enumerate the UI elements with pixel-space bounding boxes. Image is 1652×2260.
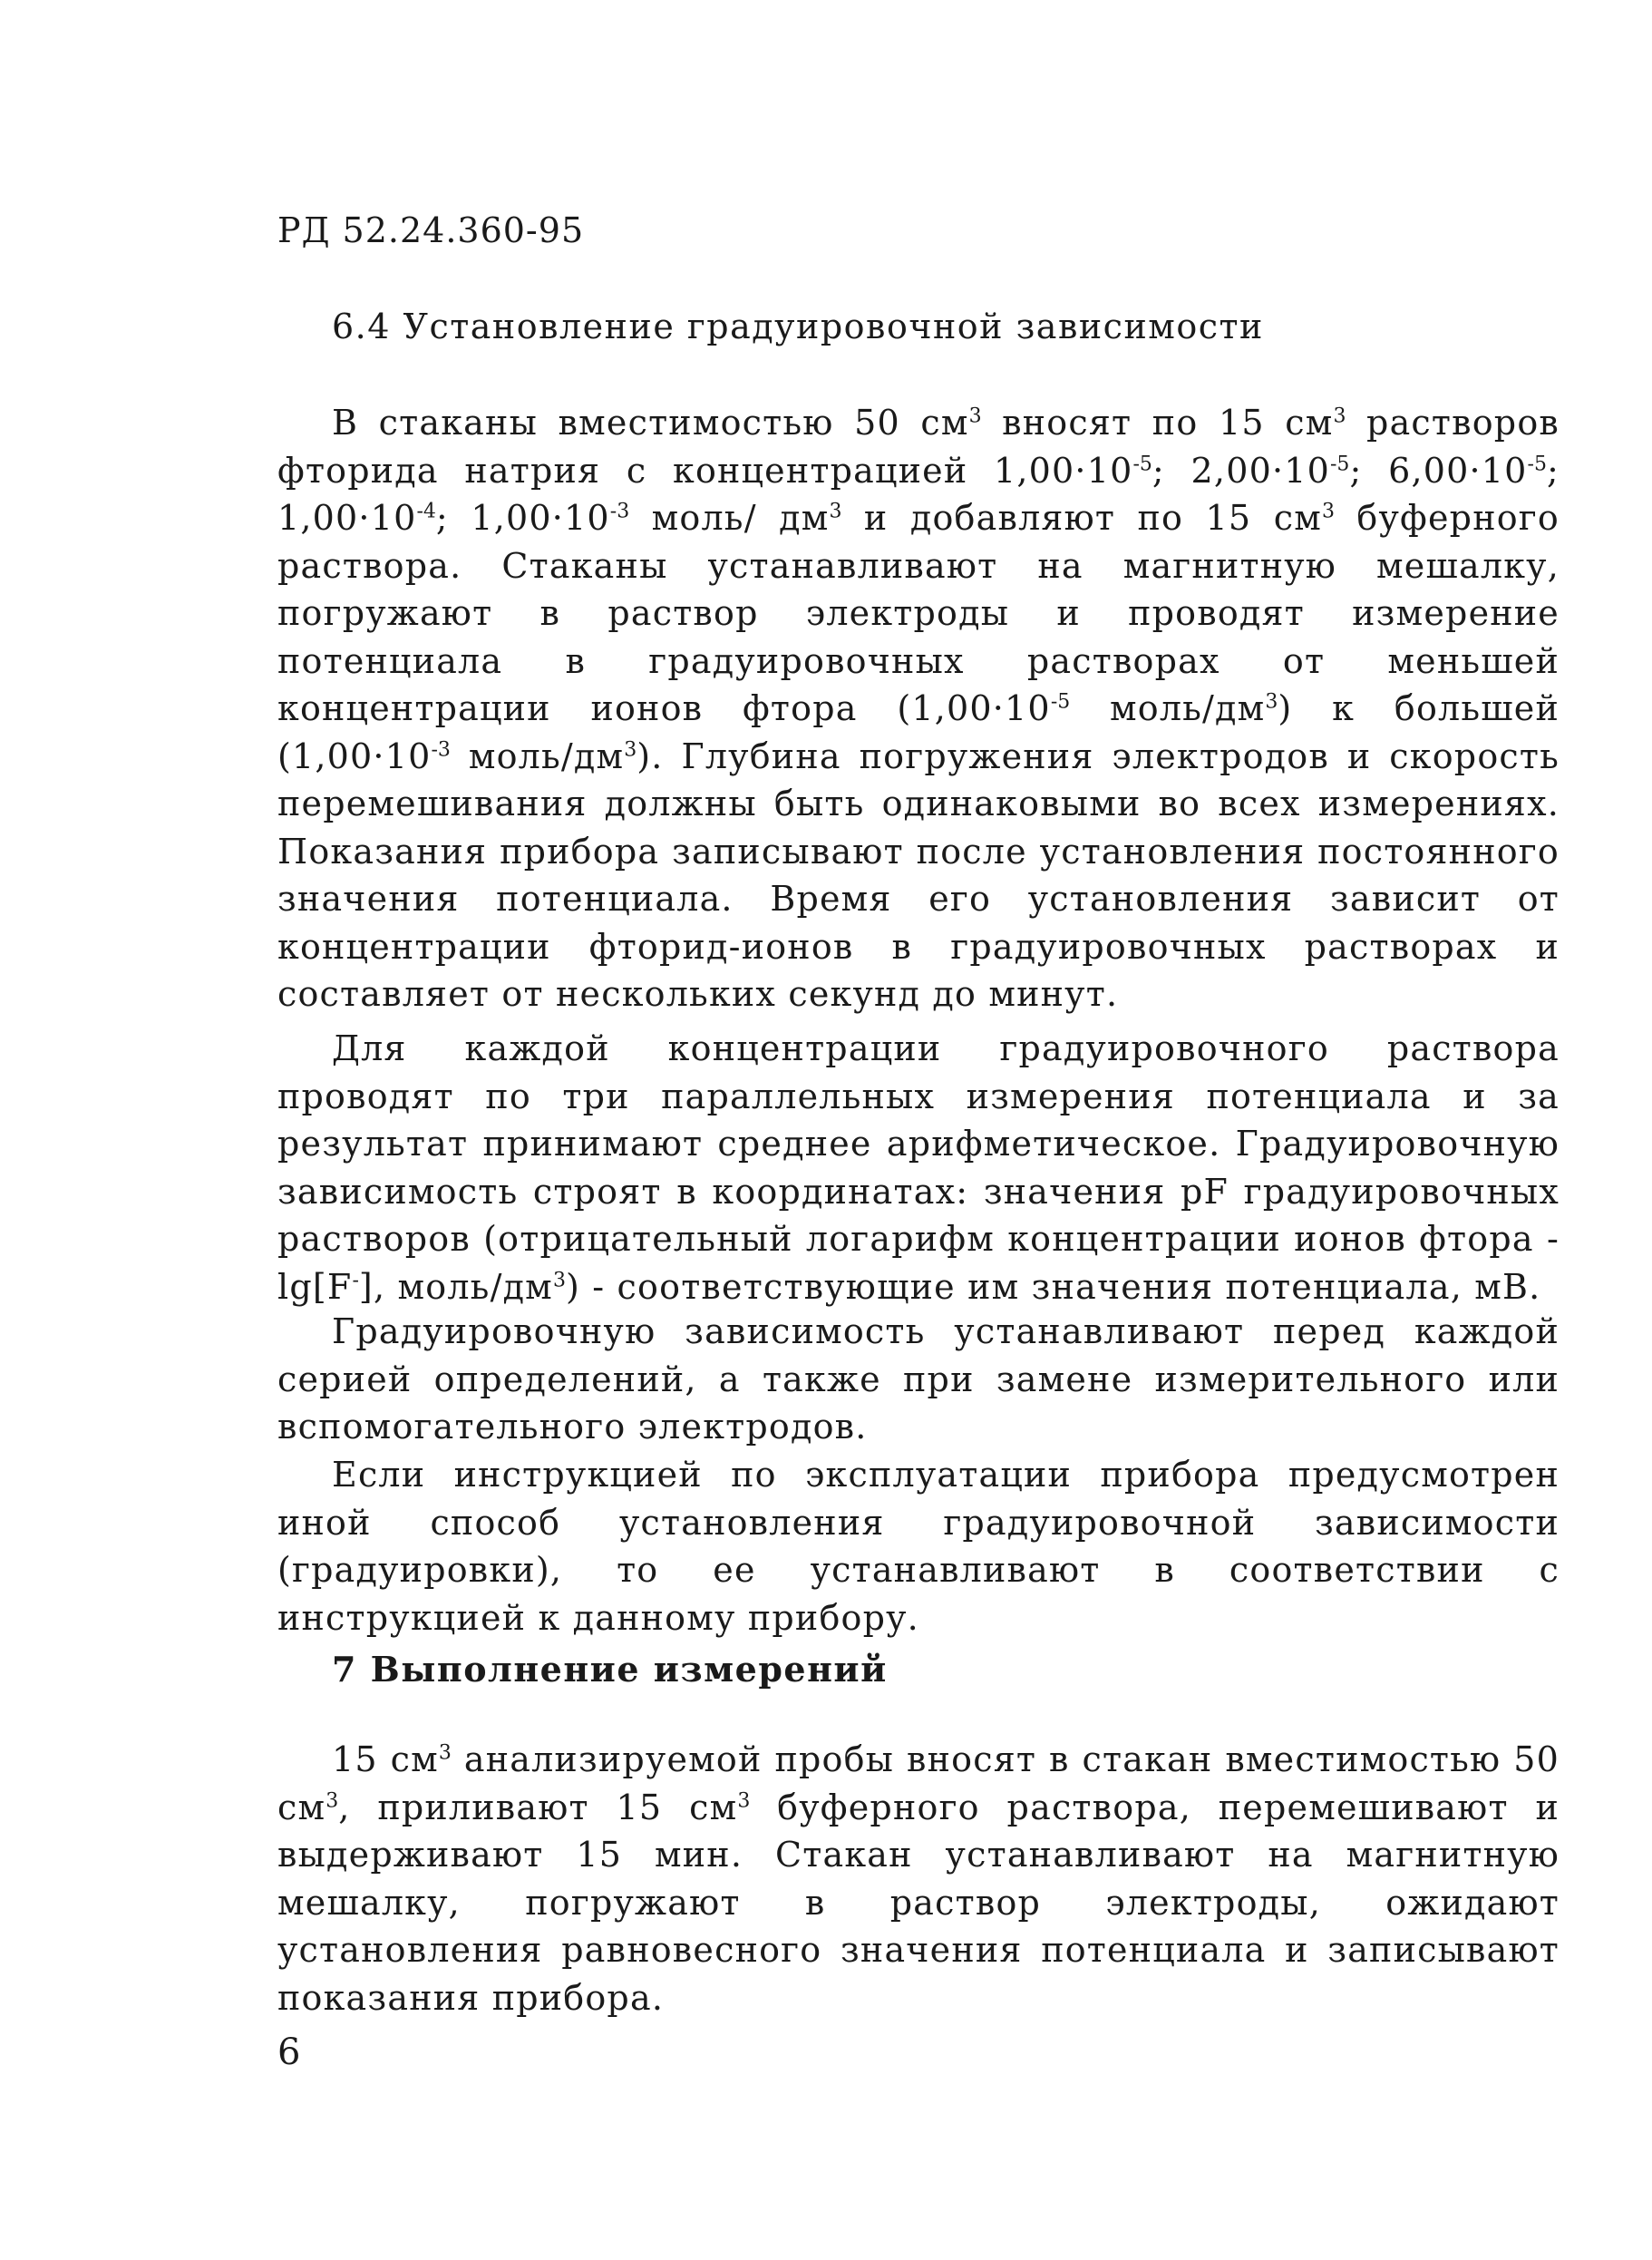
section-6-4-paragraph-1: В стаканы вместимостью 50 $см^3$ вносят по 15 $см^3$ растворов фторида натрия с концентрацией $1,00\cdot 10^{-5}$; $2,00\cdot 10^{-5}$; $6,00\cdot 10^{-5}$; $1,00\cdot 10^{-4}$; $1,00\cdot 10^{-3}$ моль/ $дм^3$ и добавляют по 15 $см^3$ буферного раствора. Стаканы устанавливают на магнитную мешалку, погружают в раствор электроды и проводят измерение потенциала в градуировочных растворах от меньшей концентрации ионов фтора ($1,00\cdot 10^{-5}$ моль/$дм^3$) к большей ($1,00\cdot 10^{-3}$ моль/$дм^3$). Глубина погружения электродов и скорость перемешивания должны быть одинаковыми во всех измерениях. Показания прибора записывают после установления постоянного значения потенциала. Время его установления зависит от концентрации фторид-ионов в градуировочных растворах и составляет от нескольких секунд до минут. xyxy=(277,403,1560,1014)
section-6-4-paragraph-2: Для каждой концентрации градуировочного раствора проводят по три параллельных измерения потенциала и за результат принимают среднее арифметическое. Градуировочную зависимость строят в координатах: значения pF градуировочных растворов (отрицательный логарифм концентрации ионов фтора -lg[F-], моль/$дм^3$) - соответствующие им значения потенциала, мВ. xyxy=(277,1028,1560,1307)
page-number: 6 xyxy=(277,2031,301,2073)
section-7-paragraph-1: 15 $см^3$ анализируемой пробы вносят в стакан вместимостью 50 $см^3$, приливают 15 $см^3$ буферного раствора, перемешивают и выдерживают 15 мин. Стакан устанавливают на магнитную мешалку, погружают в раствор электроды, ожидают установления равновесного значения потенциала и записывают показания прибора. xyxy=(277,1739,1560,2018)
section-6-4-title: 6.4 Установление градуировочной зависимости xyxy=(332,307,1264,346)
section-7-title: 7 Выполнение измерений xyxy=(332,1649,888,1690)
section-6-4-paragraph-3: Градуировочную зависимость устанавливают перед каждой серией определений, а также при замене измерительного или вспомогательного электродов. xyxy=(277,1311,1560,1447)
section-6-4-paragraph-4: Если инструкцией по эксплуатации прибора предусмотрен иной способ установления градуировочной зависимости (градуировки), то ее устанавливают в соответствии с инструкцией к данному прибору. xyxy=(277,1455,1560,1638)
document-code: РД 52.24.360-95 xyxy=(277,210,585,250)
